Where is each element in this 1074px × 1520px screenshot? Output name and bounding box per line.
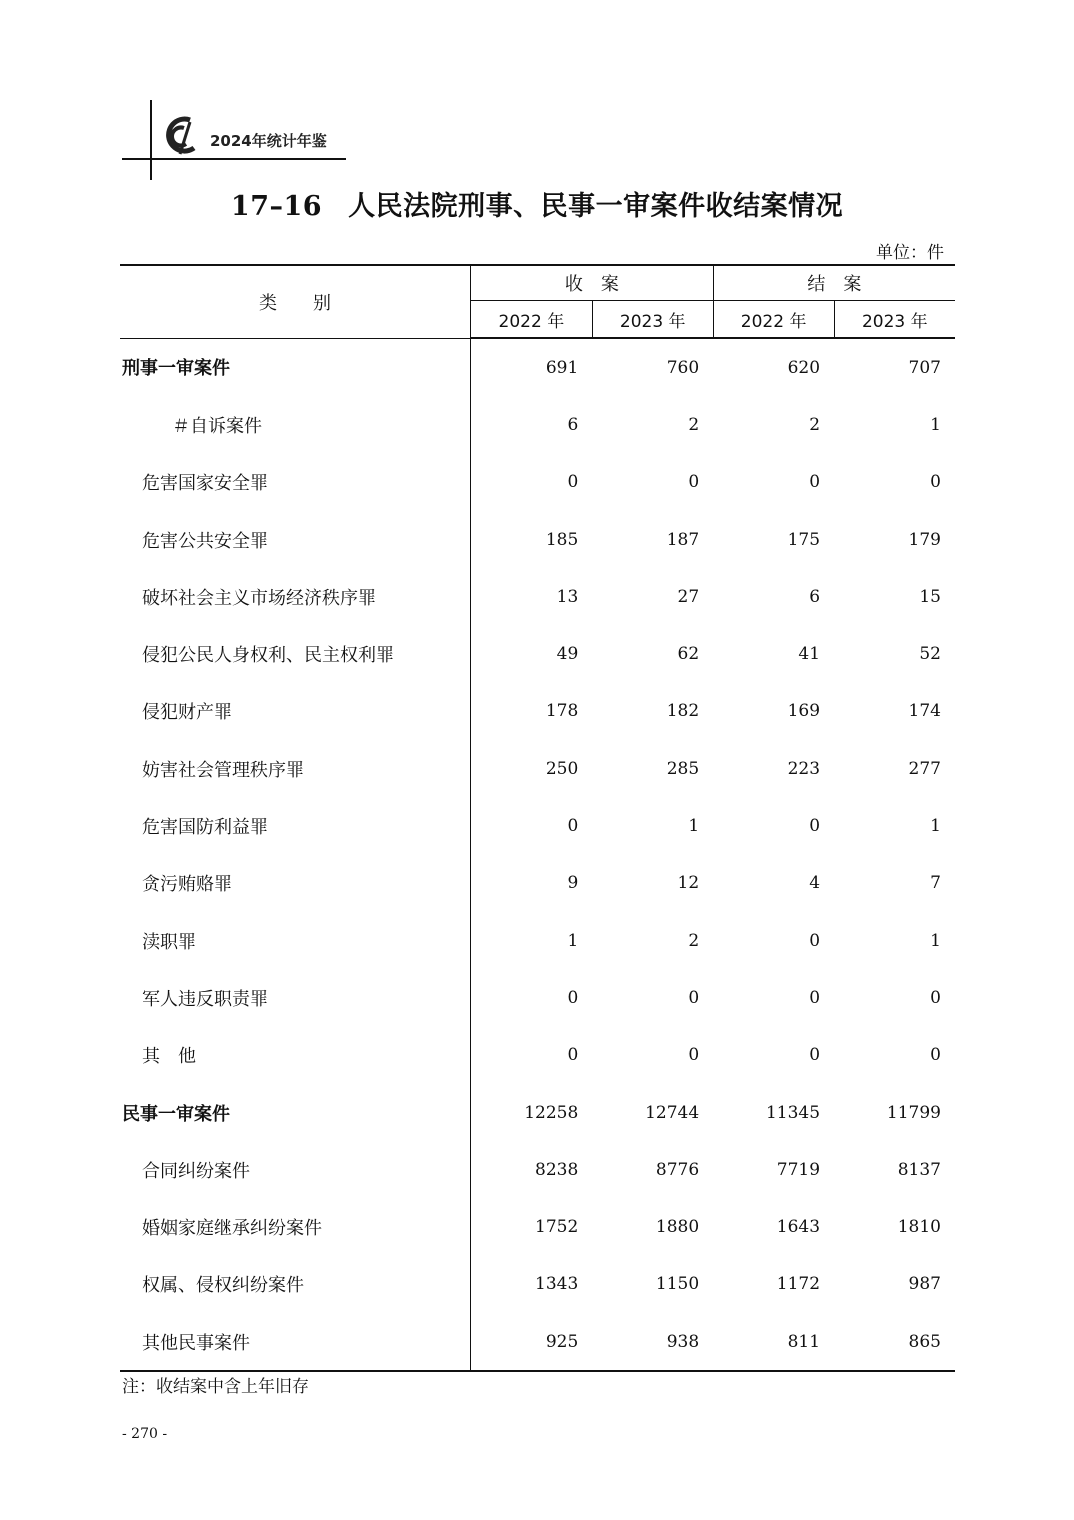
row-value: 1343 [535,1274,579,1295]
row-value: 0 [930,987,941,1008]
row-value: 0 [809,816,821,837]
row-value: 175 [787,529,821,550]
header-horizontal-rule [122,158,346,160]
table-row [120,1027,955,1084]
row-value: 987 [908,1274,941,1295]
row-value: 8137 [897,1159,941,1180]
row-value: 1 [930,816,941,837]
header-vertical-rule [150,100,152,180]
row-value: 187 [666,529,700,550]
row-value: 2 [688,930,700,951]
row-value: 62 [677,644,700,665]
row-label: 刑事一审案件 [120,338,471,396]
row-value: 182 [666,701,700,722]
row-label: ＃自诉案件 [120,396,471,453]
table-row [120,338,955,396]
row-value: 0 [809,472,821,493]
table-row [120,511,955,568]
row-value: 185 [545,529,579,550]
row-label: 民事一审案件 [120,1084,471,1141]
table-row [120,797,955,854]
row-label: 其他民事案件 [120,1313,471,1371]
year-header: 2023 年 [592,301,713,339]
row-value: 49 [556,644,579,665]
row-value: 1 [930,930,941,951]
row-value: 178 [545,701,579,722]
row-value: 1810 [897,1217,941,1238]
row-value: 1880 [655,1217,700,1238]
row-value: 6 [567,414,579,435]
row-value: 691 [545,357,579,378]
cases-table [120,264,955,1372]
row-value: 169 [787,701,821,722]
table-row [120,1313,955,1371]
year-header: 2023 年 [834,301,955,339]
row-value: 707 [908,357,941,378]
row-value: 1172 [776,1274,821,1295]
row-value: 0 [567,472,579,493]
row-value: 0 [809,930,821,951]
row-value: 250 [545,758,579,779]
row-label: 侵犯财产罪 [120,683,471,740]
table-title: 人民法院刑事、民事一审案件收结案情况 [348,191,844,222]
row-label: 渎职罪 [120,912,471,969]
row-value: 15 [919,586,941,607]
row-label: 破坏社会主义市场经济秩序罪 [120,568,471,625]
row-value: 27 [677,586,700,607]
row-value: 1 [567,930,579,951]
row-value: 1 [930,414,941,435]
table-row [120,1141,955,1198]
row-value: 0 [688,987,700,1008]
row-value: 8776 [655,1159,700,1180]
row-value: 7719 [776,1159,821,1180]
table-row [120,683,955,740]
table-row [120,1198,955,1255]
row-value: 620 [787,357,821,378]
row-value: 0 [809,987,821,1008]
row-value: 0 [688,472,700,493]
row-value: 0 [688,1045,700,1066]
row-value: 2 [688,414,700,435]
table-row [120,396,955,453]
unit-label: 单位：件 [876,243,944,263]
row-value: 0 [809,1045,821,1066]
table-row [120,454,955,511]
row-label: 危害国家安全罪 [120,454,471,511]
received-header: 收 案 [471,265,714,301]
table-row [120,1256,955,1313]
row-value: 8238 [535,1159,579,1180]
row-value: 1150 [655,1274,700,1295]
yearbook-logo-icon [160,114,204,158]
row-value: 9 [567,873,579,894]
row-value: 865 [834,1313,955,1371]
table-row [120,625,955,682]
row-label: 军人违反职责罪 [120,969,471,1026]
row-value: 4 [809,873,821,894]
row-value: 7 [930,873,941,894]
row-value: 223 [787,758,821,779]
row-value: 0 [567,987,579,1008]
row-value: 1643 [776,1217,821,1238]
row-value: 12744 [645,1102,700,1123]
table-row [120,912,955,969]
row-value: 0 [567,1045,579,1066]
table-row [120,1084,955,1141]
row-value: 760 [666,357,700,378]
row-value: 277 [908,758,941,779]
row-label: 危害国防利益罪 [120,797,471,854]
page-number: - 270 - [122,1426,168,1442]
book-label: 2024年统计年鉴 [210,132,327,150]
row-value: 174 [908,701,941,722]
row-value: 12 [677,873,700,894]
row-value: 285 [666,758,700,779]
year-header: 2022 年 [713,301,834,339]
row-value: 12258 [524,1102,579,1123]
row-label: 权属、侵权纠纷案件 [120,1256,471,1313]
row-value: 41 [798,644,821,665]
row-label: 合同纠纷案件 [120,1141,471,1198]
row-value: 925 [471,1313,593,1371]
table-number: 17–16 [230,191,323,222]
table-row [120,969,955,1026]
row-value: 0 [930,1045,941,1066]
closed-header: 结 案 [713,265,955,301]
row-value: 938 [592,1313,713,1371]
table-row [120,740,955,797]
row-value: 0 [930,472,941,493]
row-value: 179 [908,529,941,550]
row-label: 妨害社会管理秩序罪 [120,740,471,797]
row-label: 婚姻家庭继承纠纷案件 [120,1198,471,1255]
row-value: 52 [919,644,941,665]
row-value: 2 [809,414,821,435]
year-header: 2022 年 [471,301,593,339]
row-value: 0 [567,816,579,837]
row-value: 1752 [535,1217,579,1238]
category-header: 类 别 [120,265,471,338]
row-label: 贪污贿赂罪 [120,855,471,912]
row-label: 其 他 [120,1027,471,1084]
table-row [120,855,955,912]
row-value: 811 [713,1313,834,1371]
row-value: 13 [556,586,579,607]
row-value: 6 [809,586,821,607]
row-label: 危害公共安全罪 [120,511,471,568]
row-value: 1 [688,816,700,837]
footnote: 注：收结案中含上年旧存 [122,1377,309,1397]
row-value: 11345 [765,1102,821,1123]
row-value: 11799 [886,1102,941,1123]
table-row [120,568,955,625]
page-title [0,184,1074,223]
row-label: 侵犯公民人身权利、民主权利罪 [120,625,471,682]
